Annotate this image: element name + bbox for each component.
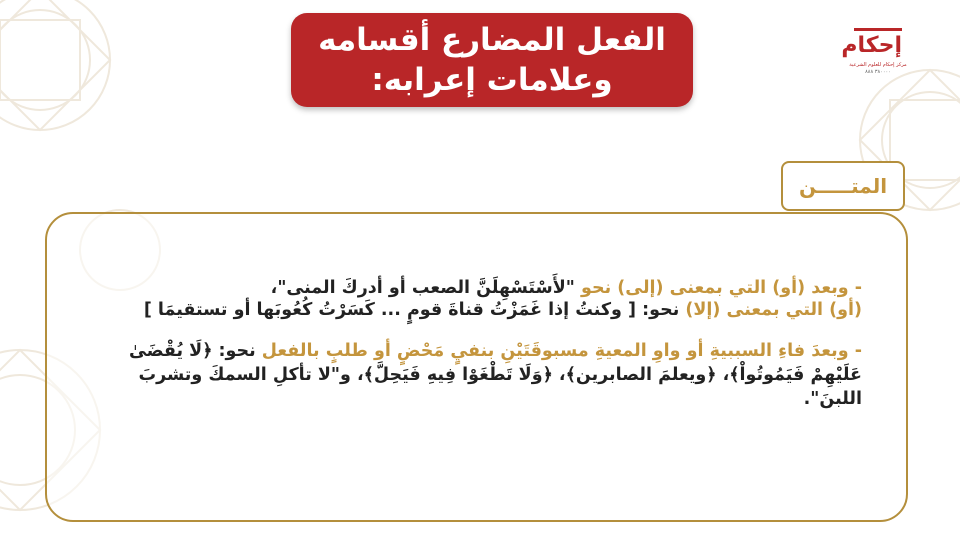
title-line-1: الفعل المضارع أقسامه bbox=[318, 22, 666, 58]
logo-subtitle: مركز إحكام للعلوم الشرعية bbox=[849, 62, 907, 68]
paragraph-1-lead: - وبعد (أو) التي بمعنى (إلى) نحو bbox=[574, 278, 862, 298]
title-banner bbox=[291, 13, 693, 107]
logo-mark: إحكام bbox=[854, 28, 902, 61]
paragraph-1-example: "لأَسْتَسْهِلَنَّ الصعب أو أدركَ المنى"، bbox=[270, 278, 575, 298]
content-text bbox=[82, 277, 862, 411]
paragraph-1-line-1 bbox=[82, 277, 862, 299]
paragraph-1-example-2: نحو: [ وكنتُ إذا غَمَزْتُ قناةَ قومٍ ... كَسَرْتُ كُعُوبَها أو تستقيمَا ] bbox=[143, 300, 680, 320]
logo bbox=[841, 28, 908, 92]
paragraph-1-line-2 bbox=[82, 299, 862, 321]
logo-number: ٣٨٠٠٠٠ ٨٨٨ bbox=[865, 69, 891, 75]
paragraph-1-lead-2: (أو) التي بمعنى (إلا) bbox=[679, 300, 862, 320]
section-tab: المتـــــن bbox=[781, 161, 905, 211]
paragraph-2-examples: نحو: ﴿لَا يُقْضَىٰ عَلَيْهِمْ فَيَمُوتُواْ﴾، ﴿ويعلمَ الصابرين﴾، ﴿وَلَا تَطْغَوْا فِيهِ فَيَحِلَّ﴾، و"لا تأكلِ السمكَ وتشربَ اللبنَ". bbox=[128, 341, 862, 409]
paragraph-2 bbox=[82, 339, 862, 411]
paragraph-2-lead: - وبعدَ فاءِ السببيةِ أو واوِ المعيةِ مسبوقَتَيْنِ بنفيٍ مَحْضٍ أو طلبٍ بالفعل bbox=[255, 341, 862, 361]
title-line-2: وعلامات إعرابه: bbox=[371, 62, 613, 98]
